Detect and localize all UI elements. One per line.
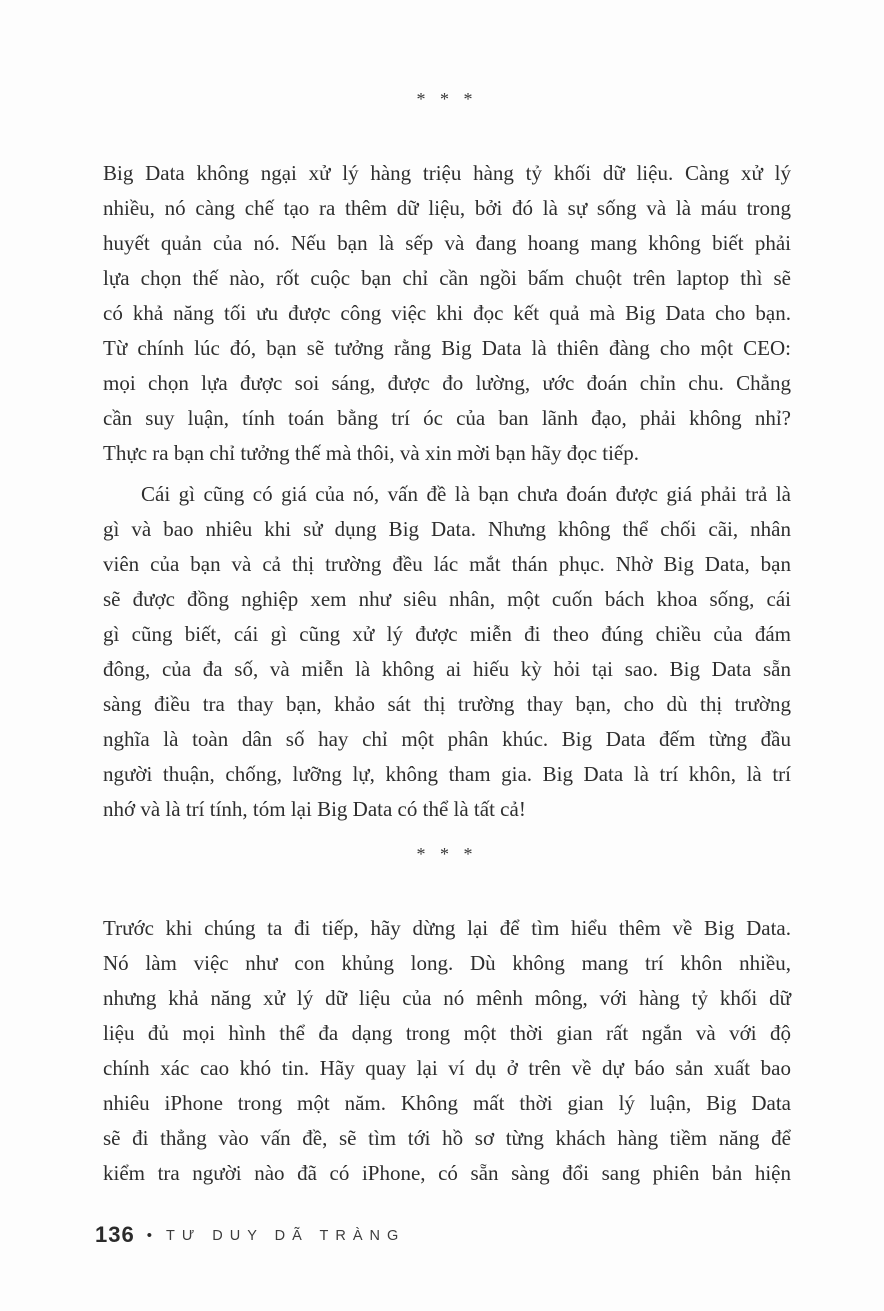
text-line: lựa chọn thế nào, rốt cuộc bạn chỉ cần ngồi bấm chuột trên laptop thì sẽ xyxy=(103,266,791,290)
text-line: kiểm tra người nào đã có iPhone, có sẵn sàng đổi sang phiên bản hiện xyxy=(103,1161,791,1185)
text-line: có khả năng tối ưu được công việc khi đọc kết quả mà Big Data cho bạn. xyxy=(103,301,791,325)
text-line: gì cũng biết, cái gì cũng xử lý được miễn đi theo đúng chiều của đám xyxy=(103,622,791,646)
text-line: sẽ đi thẳng vào vấn đề, sẽ tìm tới hồ sơ từng khách hàng tiềm năng để xyxy=(103,1126,791,1150)
page-number: 136 xyxy=(95,1222,135,1247)
text-line: nghĩa là toàn dân số hay chỉ một phân khúc. Big Data đếm từng đầu xyxy=(103,727,791,751)
text-line: sẽ được đồng nghiệp xem như siêu nhân, một cuốn bách khoa sống, cái xyxy=(103,587,791,611)
text-line: viên của bạn và cả thị trường đều lác mắt thán phục. Nhờ Big Data, bạn xyxy=(103,552,791,576)
book-title: TƯ DUY DÃ TRÀNG xyxy=(165,1228,406,1244)
text-line: Từ chính lúc đó, bạn sẽ tưởng rằng Big Data là thiên đàng cho một CEO: xyxy=(103,336,791,360)
text-line: cần suy luận, tính toán bằng trí óc của ban lãnh đạo, phải không nhỉ? xyxy=(103,406,791,430)
section-separator: * * * xyxy=(416,844,478,864)
text-line: nhiêu iPhone trong một năm. Không mất thời gian lý luận, Big Data xyxy=(103,1091,791,1115)
paragraph xyxy=(103,477,791,827)
text-line: sàng điều tra thay bạn, khảo sát thị trường thay bạn, cho dù thị trường xyxy=(103,692,791,716)
text-line: Trước khi chúng ta đi tiếp, hãy dừng lại để tìm hiểu thêm về Big Data. xyxy=(103,916,791,940)
text-line: Nó làm việc như con khủng long. Dù không mang trí khôn nhiều, xyxy=(103,951,791,975)
text-line: Cái gì cũng có giá của nó, vấn đề là bạn chưa đoán được giá phải trả là xyxy=(141,482,791,506)
text-line: nhiều, nó càng chế tạo ra thêm dữ liệu, bởi đó là sự sống và là máu trong xyxy=(103,196,791,220)
text-line: chính xác cao khó tin. Hãy quay lại ví dụ ở trên về dự báo sản xuất bao xyxy=(103,1056,791,1080)
text-line: người thuận, chống, lưỡng lự, không tham gia. Big Data là trí khôn, là trí xyxy=(103,762,791,786)
text-line: mọi chọn lựa được soi sáng, được đo lường, ước đoán chỉn chu. Chẳng xyxy=(103,371,791,395)
text-line: nhưng khả năng xử lý dữ liệu của nó mênh mông, với hàng tỷ khối dữ xyxy=(103,986,791,1010)
text-line: gì và bao nhiêu khi sử dụng Big Data. Nhưng không thể chối cãi, nhân xyxy=(103,517,791,541)
text-line: liệu đủ mọi hình thể đa dạng trong một thời gian rất ngắn và với độ xyxy=(103,1021,791,1045)
footer-bullet-dot: • xyxy=(146,1226,152,1244)
paragraph xyxy=(103,911,791,1191)
page-footer xyxy=(95,1222,405,1248)
text-line: Big Data không ngại xử lý hàng triệu hàng tỷ khối dữ liệu. Càng xử lý xyxy=(103,161,791,185)
text-line: huyết quản của nó. Nếu bạn là sếp và đang hoang mang không biết phải xyxy=(103,231,791,255)
content-column xyxy=(103,0,791,1191)
text-line: nhớ và là trí tính, tóm lại Big Data có thể là tất cả! xyxy=(103,797,526,821)
text-line: Thực ra bạn chỉ tưởng thế mà thôi, và xin mời bạn hãy đọc tiếp. xyxy=(103,441,640,465)
paragraph xyxy=(103,156,791,471)
section-separator: * * * xyxy=(416,89,478,109)
text-line: đông, của đa số, và miễn là không ai hiếu kỳ hỏi tại sao. Big Data sẵn xyxy=(103,657,791,681)
